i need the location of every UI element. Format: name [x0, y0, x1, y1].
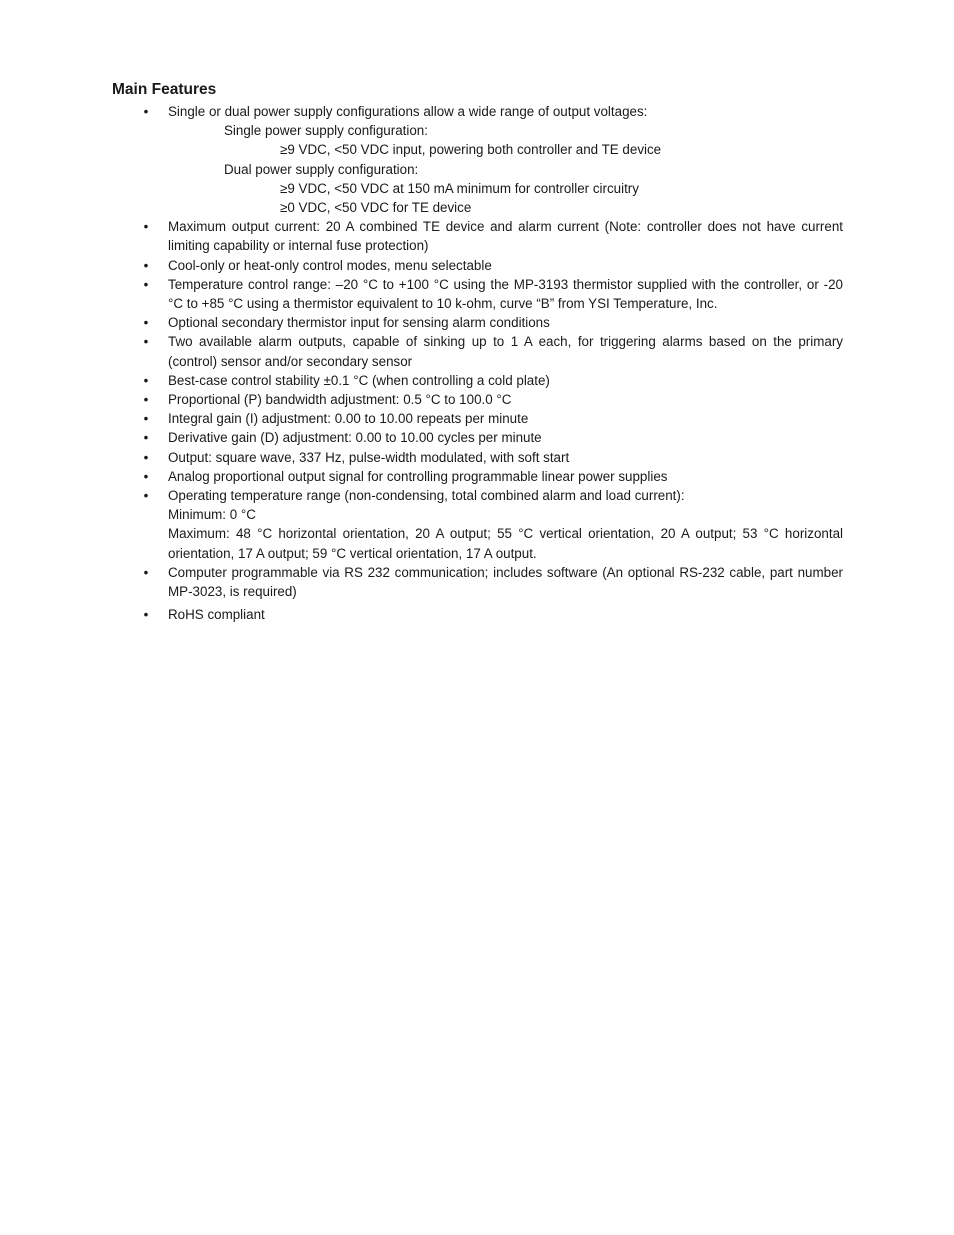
list-item-modes [143, 256, 843, 275]
feature-text: Temperature control range: –20 °C to +100 °C using the MP-3193 thermistor supplied with the controller, or -20 °C to +85 °C using a thermistor equivalent to 10 k-ohm, curve “B” from YSI Temperature, Inc. [168, 276, 843, 312]
bullet-icon: • [143, 104, 149, 119]
list-item-power [143, 102, 843, 217]
list-item-max-current [143, 217, 843, 255]
list-item-stability [143, 371, 843, 390]
dual-supply-label: Dual power supply configuration: [224, 161, 419, 177]
feature-text: RoHS compliant [168, 607, 265, 623]
bullet-icon: • [143, 219, 149, 235]
list-item-output [143, 448, 843, 467]
list-item-proportional [143, 390, 843, 409]
feature-text: Analog proportional output signal for controlling programmable linear power supplies [168, 468, 668, 484]
feature-text: Output: square wave, 337 Hz, pulse-width modulated, with soft start [168, 449, 570, 465]
dual-supply-spec-controller: ≥9 VDC, <50 VDC at 150 mA minimum for controller circuitry [280, 180, 639, 196]
list-item-integral [143, 409, 843, 428]
feature-text: Best-case control stability ±0.1 °C (when controlling a cold plate) [168, 372, 550, 388]
operating-maximum: Maximum: 48 °C horizontal orientation, 20 A output; 55 °C vertical orientation, 20 A output; 53 °C horizontal orientation, 17 A output; 59 °C vertical orientation, 17 A output. [168, 526, 843, 561]
single-supply-spec: ≥9 VDC, <50 VDC input, powering both controller and TE device [280, 142, 662, 158]
list-item-derivative [143, 428, 843, 447]
bullet-icon: • [143, 257, 149, 273]
bullet-icon: • [143, 607, 149, 623]
bullet-icon: • [143, 488, 149, 504]
feature-text: Operating temperature range (non-condensing, total combined alarm and load current): [168, 488, 685, 504]
feature-text: Proportional (P) bandwidth adjustment: 0.5 °C to 100.0 °C [168, 392, 512, 408]
bullet-icon: • [143, 449, 149, 465]
list-item-alarm-outputs [143, 332, 843, 370]
feature-text: Optional secondary thermistor input for sensing alarm conditions [168, 315, 550, 331]
section-heading: Main Features [112, 81, 217, 98]
bullet-icon: • [143, 315, 149, 331]
list-item-analog [143, 467, 843, 486]
single-supply-label: Single power supply configuration: [224, 123, 428, 139]
list-item-rohs [143, 605, 843, 624]
list-item-secondary-input [143, 313, 843, 332]
operating-minimum: Minimum: 0 °C [168, 507, 256, 523]
feature-text: Two available alarm outputs, capable of sinking up to 1 A each, for triggering alarms based on the primary (control) sensor and/or secondary sensor [168, 334, 843, 369]
feature-text: Computer programmable via RS 232 communication; includes software (An optional RS-232 cable, part number MP-3023, is required) [168, 564, 843, 600]
bullet-icon: • [143, 372, 149, 388]
dual-supply-spec-te: ≥0 VDC, <50 VDC for TE device [280, 200, 472, 216]
feature-text: Single or dual power supply configurations allow a wide range of output voltages: [168, 104, 648, 119]
bullet-icon: • [143, 411, 149, 427]
bullet-icon: • [143, 468, 149, 484]
feature-text: Cool-only or heat-only control modes, menu selectable [168, 257, 492, 273]
feature-text: Integral gain (I) adjustment: 0.00 to 10.00 repeats per minute [168, 411, 529, 427]
bullet-icon: • [143, 430, 149, 446]
feature-text: Derivative gain (D) adjustment: 0.00 to 10.00 cycles per minute [168, 430, 542, 446]
feature-list [0, 102, 954, 624]
list-item-operating-range [143, 486, 843, 563]
bullet-icon: • [143, 392, 149, 408]
bullet-icon: • [143, 334, 149, 350]
list-item-temp-range [143, 275, 843, 313]
list-item-programmable [143, 563, 843, 601]
bullet-icon: • [143, 276, 149, 292]
feature-text: Maximum output current: 20 A combined TE device and alarm current (Note: controller does not have current limiting capability or internal fuse protection) [168, 219, 843, 254]
bullet-icon: • [143, 564, 149, 580]
